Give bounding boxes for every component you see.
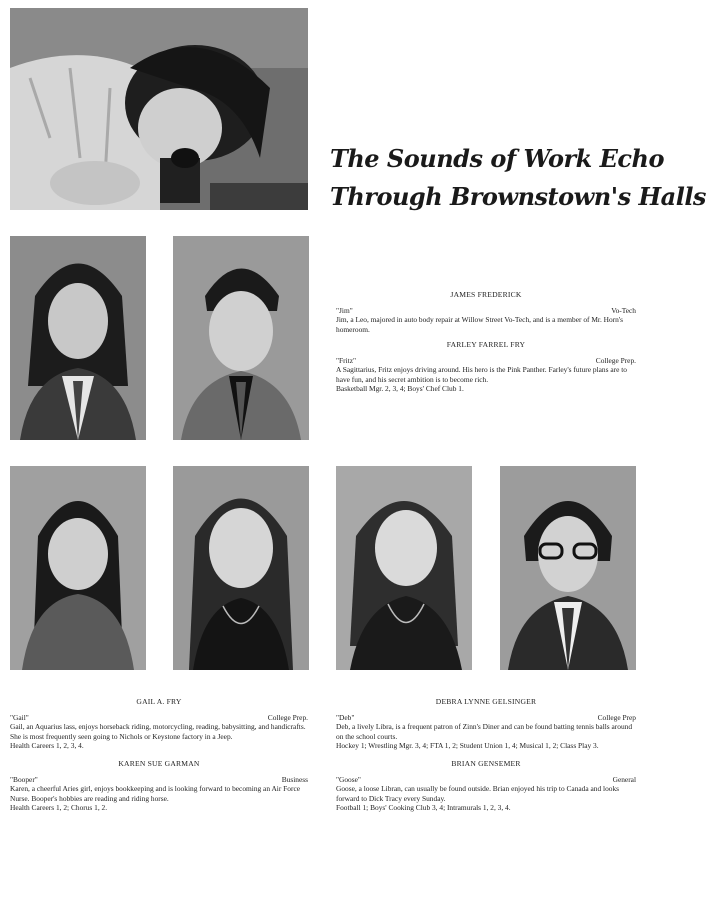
student-activities: Health Careers 1, 2; Chorus 1, 2. (10, 803, 108, 813)
bio-james-frederick (336, 290, 636, 334)
headline-line-2: Through Brownstown's Halls (330, 182, 706, 211)
student-name: KAREN SUE GARMAN (118, 759, 200, 768)
student-nickname: "Deb" (336, 712, 355, 722)
student-name: FARLEY FARREL FRY (446, 340, 526, 349)
student-activities: Basketball Mgr. 2, 3, 4; Boys' Chef Club 1. (336, 384, 464, 394)
student-bio: Jim, a Leo, majored in auto body repair at Willow Street Vo-Tech, and is a member of Mr. Horn's homeroom. (336, 315, 624, 334)
student-bio: Deb, a lively Libra, is a frequent patron of Zinn's Diner and can be found batting tennis balls around on the school courts. (336, 722, 633, 741)
student-nickname: "Jim" (336, 305, 353, 315)
student-nickname: "Fritz" (336, 355, 356, 365)
student-course: Vo-Tech (611, 305, 636, 315)
portrait-karen-garman (173, 466, 309, 670)
student-nickname: "Gail" (10, 712, 29, 722)
student-name: GAIL A. FRY (136, 697, 182, 706)
student-activities: Hockey 1; Wrestling Mgr. 3, 4; FTA 1, 2; Student Union 1, 4; Musical 1, 2; Class Play 3. (336, 741, 599, 751)
bio-debra-gelsinger (336, 697, 636, 751)
student-activities: Health Careers 1, 2, 3, 4. (10, 741, 84, 751)
portrait-debra-gelsinger (336, 466, 472, 670)
student-course: College Prep (597, 712, 636, 722)
student-bio: Goose, a loose Libran, can usually be found outside. Brian enjoyed his trip to Canada and looks forward to Dick Tracy every Sunday. (336, 784, 620, 803)
headline-line-1: The Sounds of Work Echo (330, 144, 665, 173)
student-bio: A Sagittarius, Fritz enjoys driving around. His hero is the Pink Panther. Farley's future plans are to have fun, and his secret ambition is to become rich. (336, 365, 627, 384)
student-course: Business (281, 774, 308, 784)
student-course: College Prep. (267, 712, 308, 722)
bio-karen-garman (10, 759, 308, 813)
portrait-brian-gensemer (500, 466, 636, 670)
portrait-james-frederick (10, 236, 146, 440)
portrait-gail-fry (10, 466, 146, 670)
student-bio: Karen, a cheerful Aries girl, enjoys bookkeeping and is looking forward to becoming an Air Force Nurse. Booper's hobbies are reading and riding horse. (10, 784, 301, 803)
student-bio: Gail, an Aquarius lass, enjoys horseback riding, motorcycling, reading, babysitting, and handicrafts. She is most frequently seen going to Nichols or Keystone factory in a Jeep. (10, 722, 306, 741)
student-course: General (612, 774, 636, 784)
student-activities: Football 1; Boys' Cooking Club 3, 4; Intramurals 1, 2, 3, 4. (336, 803, 511, 813)
candid-photo-workshop (10, 8, 308, 210)
student-nickname: "Booper" (10, 774, 38, 784)
bio-brian-gensemer (336, 759, 636, 813)
student-course: College Prep. (595, 355, 636, 365)
student-name: DEBRA LYNNE GELSINGER (435, 697, 537, 706)
student-name: JAMES FREDERICK (450, 290, 522, 299)
bio-farley-fry (336, 340, 636, 394)
bio-gail-fry (10, 697, 308, 751)
student-name: BRIAN GENSEMER (451, 759, 521, 768)
student-nickname: "Goose" (336, 774, 361, 784)
portrait-farley-fry (173, 236, 309, 440)
page-headline (330, 140, 706, 216)
